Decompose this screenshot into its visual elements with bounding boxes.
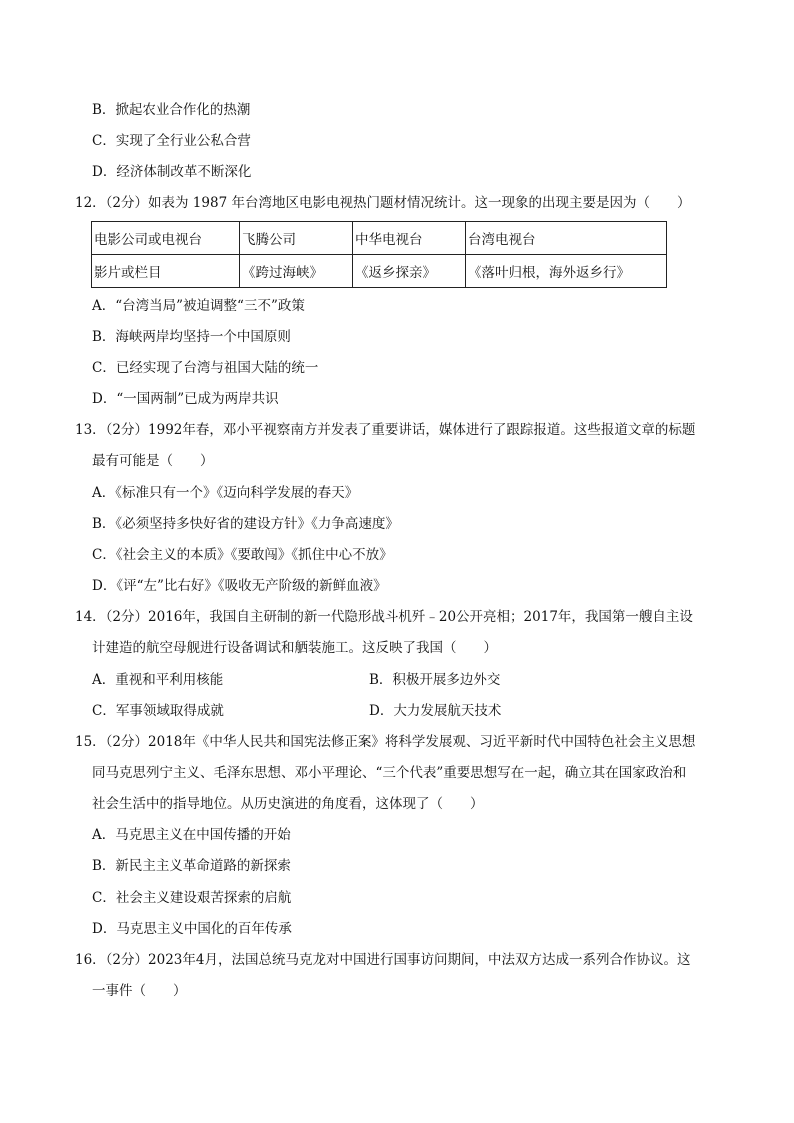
q13-stem-line2: 最有可能是（ ） [92,453,214,469]
q11-option-d: D．经济体制改革不断深化 [92,164,252,180]
q15-stem-line1: 15．（2分）2018年《中华人民共和国宪法修正案》将科学发展观、习近平新时代中国特色社会主义思想 [75,734,696,750]
q14-option-d: D．大力发展航天技术 [369,703,502,719]
table-row [92,255,667,288]
q15-option-b: B．新民主主义革命道路的新探索 [92,858,291,874]
table-cell: 《返乡探亲》 [353,255,466,288]
table-cell: 飞腾公司 [240,222,353,255]
q13-stem-line1: 13．（2分）1992年春，邓小平视察南方并发表了重要讲话，媒体进行了跟踪报道。这些报道文章的标题 [75,422,696,438]
q12-stem: 12．（2分）如表为 1987 年台湾地区电影电视热门题材情况统计。这一现象的出现主要是因为（ ） [75,195,691,211]
table-row [92,222,667,255]
q15-stem-line3: 社会生活中的指导地位。从历史演进的角度看，这体现了（ ） [92,796,484,812]
table-cell: 《跨过海峡》 [240,255,353,288]
table-cell: 影片或栏目 [92,255,240,288]
q13-option-d: D．《评“左”比右好》《吸收无产阶级的新鲜血液》 [92,578,387,594]
q14-option-c: C．军事领域取得成就 [92,703,224,719]
q12-option-b: B．海峡两岸均坚持一个中国原则 [92,329,291,345]
table-cell: 《落叶归根，海外返乡行》 [466,255,667,288]
q14-stem-line1: 14．（2分）2016年，我国自主研制的新一代隐形战斗机歼﹣20公开亮相；2017年，我国第一艘自主设 [75,609,693,625]
q13-option-c: C．《社会主义的本质》《要敢闯》《抓住中心不放》 [92,547,393,563]
q15-option-d: D．马克思主义中国化的百年传承 [92,921,292,937]
q16-stem-line1: 16．（2分）2023年4月，法国总统马克龙对中国进行国事访问期间，中法双方达成一系列合作协议。这 [75,952,691,968]
table-cell: 中华电视台 [353,222,466,255]
q11-option-c: C．实现了全行业公私合营 [92,133,251,149]
q15-stem-line2: 同马克思列宁主义、毛泽东思想、邓小平理论、“三个代表”重要思想写在一起，确立其在国家政治和 [92,765,687,781]
q16-stem-line2: 一事件（ ） [92,983,187,999]
q12-option-d: D．“一国两制”已成为两岸共识 [92,391,279,407]
q13-option-b: B．《必须坚持多快好省的建设方针》《力争高速度》 [92,516,399,532]
q15-option-a: A．马克思主义在中国传播的开始 [92,827,291,843]
q13-option-a: A．《标准只有一个》《迈向科学发展的春天》 [92,485,359,501]
q12-option-a: A．“台湾当局”被迫调整“三不”政策 [92,298,305,314]
table-cell: 电影公司或电视台 [92,222,240,255]
q12-table [91,221,667,288]
q14-stem-line2: 计建造的航空母舰进行设备调试和舾装施工。这反映了我国（ ） [92,640,497,656]
q11-option-b: B．掀起农业合作化的热潮 [92,102,251,118]
q15-option-c: C．社会主义建设艰苦探索的启航 [92,890,292,906]
q14-option-b: B．积极开展多边外交 [369,672,501,688]
table-cell: 台湾电视台 [466,222,667,255]
q14-option-a: A．重视和平利用核能 [92,672,224,688]
q12-option-c: C．已经实现了台湾与祖国大陆的统一 [92,360,319,376]
